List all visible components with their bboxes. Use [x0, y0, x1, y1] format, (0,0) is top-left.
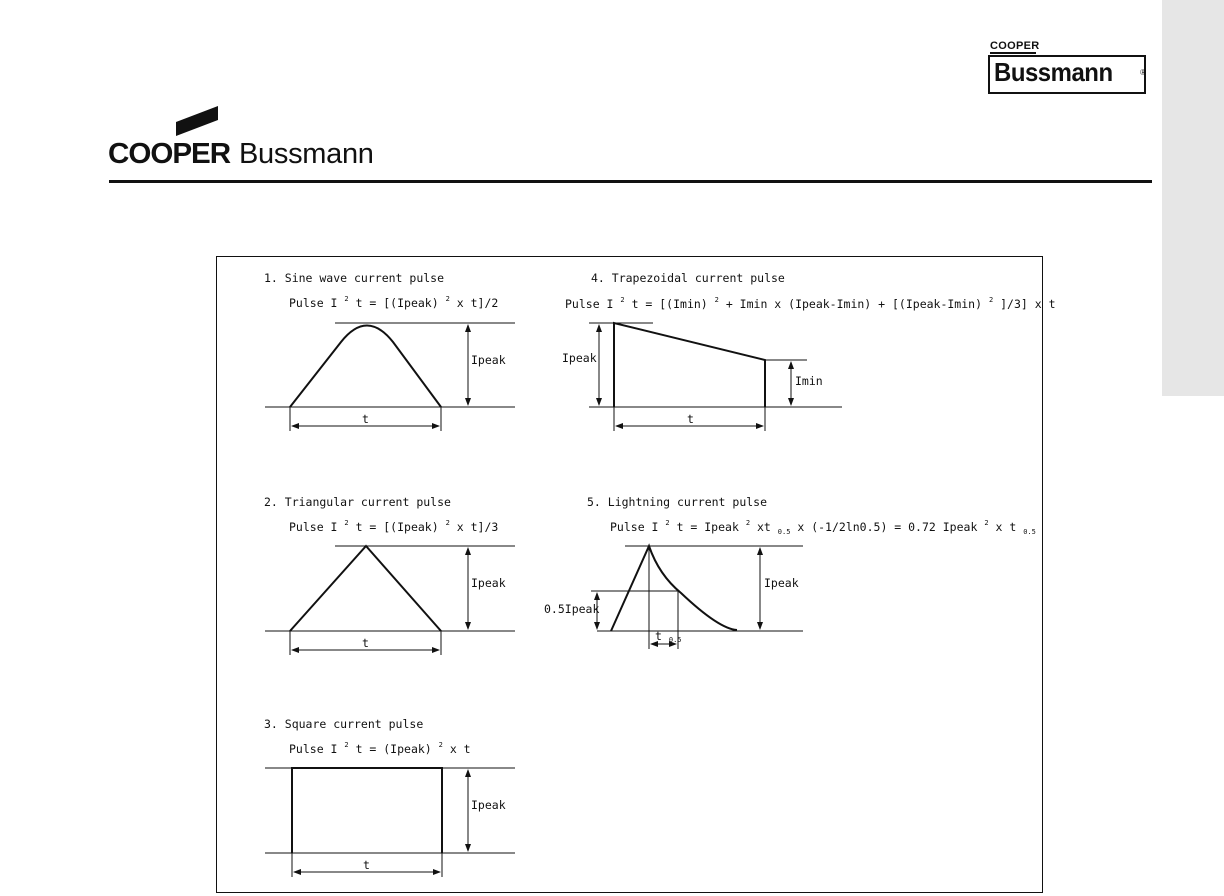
square-formula-lead: Pulse I: [289, 742, 338, 756]
header-rule: [109, 180, 1152, 183]
square-pulse-panel: [264, 717, 515, 877]
small-logo-registered: ®: [1140, 68, 1146, 77]
lightning-formula-mid2: xt: [756, 520, 771, 534]
lightning-formula-mid: t = Ipeak: [676, 520, 739, 534]
sine-formula-tail: x t]/2: [456, 296, 499, 310]
trapezoidal-formula-tail: ]/3] x t: [1000, 297, 1056, 311]
lightning-formula-sub: 0.5: [777, 528, 791, 536]
lightning-t-letter: t: [655, 629, 662, 643]
logo-cooper-text: COOPER: [108, 138, 231, 170]
trapezoidal-t-label: t: [687, 412, 694, 426]
trapezoidal-formula-sup3: 2: [988, 296, 994, 304]
square-peak-label: Ipeak: [471, 798, 506, 812]
trapezoidal-formula-sup2: 2: [714, 296, 719, 304]
trapezoidal-formula-mid: t = [(Imin): [631, 297, 708, 311]
sine-t-label: t: [362, 412, 369, 426]
cooper-bussmann-logo: [108, 106, 408, 168]
square-waveform: [292, 768, 442, 853]
trapezoidal-min-label: Imin: [795, 374, 823, 388]
trapezoidal-formula: [565, 291, 1056, 311]
small-logo-underline: [990, 52, 1036, 54]
small-logo-cooper: COOPER: [990, 40, 1040, 52]
triangular-formula-sup2: 2: [445, 519, 450, 527]
sine-formula-mid: t = [(Ipeak): [355, 296, 439, 310]
triangular-t-label: t: [362, 636, 369, 650]
triangular-title: 2. Triangular current pulse: [264, 495, 451, 509]
sine-waveform: [290, 326, 441, 408]
side-tab: [1162, 0, 1224, 396]
square-formula-tail: x t: [449, 742, 471, 756]
trapezoidal-formula-mid2: + Imin x (Ipeak-Imin) + [(Ipeak-Imin): [725, 297, 983, 311]
triangular-formula: [289, 514, 498, 534]
trapezoidal-pulse-panel: [562, 271, 1056, 431]
square-title: 3. Square current pulse: [264, 717, 424, 731]
square-t-label: t: [363, 858, 370, 872]
pulse-diagram-frame: [216, 256, 1056, 893]
lightning-pulse-panel: [544, 495, 1036, 649]
sine-formula-sup2: 2: [445, 295, 450, 303]
bussmann-small-logo: [988, 40, 1150, 98]
lightning-title: 5. Lightning current pulse: [587, 495, 768, 509]
logo-bussmann-text: Bussmann: [239, 138, 374, 170]
triangular-formula-tail: x t]/3: [456, 520, 499, 534]
trapezoidal-title: 4. Trapezoidal current pulse: [591, 271, 785, 285]
trapezoidal-formula-sup: 2: [620, 296, 625, 304]
sine-formula-sup: 2: [344, 295, 349, 303]
lightning-half-label: 0.5Ipeak: [544, 602, 600, 616]
square-formula-mid: t = (Ipeak): [355, 742, 432, 756]
triangular-formula-mid: t = [(Ipeak): [355, 520, 439, 534]
lightning-formula: [610, 514, 1036, 537]
sine-formula: [289, 290, 498, 310]
pulse-diagram: [217, 257, 1056, 894]
lightning-formula-sup3: 2: [984, 519, 989, 527]
square-formula-sup2: 2: [438, 741, 443, 749]
lightning-t-sub: 0.5: [668, 636, 682, 644]
sine-peak-label: Ipeak: [471, 353, 506, 367]
lightning-formula-lead: Pulse I: [610, 520, 659, 534]
triangular-formula-lead: Pulse I: [289, 520, 338, 534]
lightning-formula-mid4: x t: [995, 520, 1017, 534]
lightning-waveform: [611, 546, 737, 631]
logo-slash-mark: [174, 106, 224, 142]
lightning-formula-sup2: 2: [745, 519, 751, 527]
triangular-formula-sup: 2: [344, 519, 349, 527]
sine-title: 1. Sine wave current pulse: [264, 271, 445, 285]
triangular-pulse-panel: [264, 495, 515, 655]
lightning-formula-sup: 2: [665, 519, 670, 527]
triangular-peak-label: Ipeak: [471, 576, 506, 590]
trapezoidal-waveform: [614, 323, 765, 407]
trapezoidal-peak-label: Ipeak: [562, 351, 597, 365]
square-formula: [289, 736, 471, 756]
trapezoidal-formula-lead: Pulse I: [565, 297, 614, 311]
small-logo-bussmann: Bussmann: [994, 57, 1113, 87]
square-formula-sup: 2: [344, 741, 349, 749]
lightning-formula-sub2: 0.5: [1023, 528, 1036, 536]
sine-formula-lead: Pulse I: [289, 296, 338, 310]
lightning-peak-label: Ipeak: [764, 576, 799, 590]
triangular-waveform: [290, 546, 441, 631]
lightning-formula-mid3: x (-1/2ln0.5) = 0.72 Ipeak: [797, 520, 978, 534]
sine-pulse-panel: [264, 271, 515, 431]
